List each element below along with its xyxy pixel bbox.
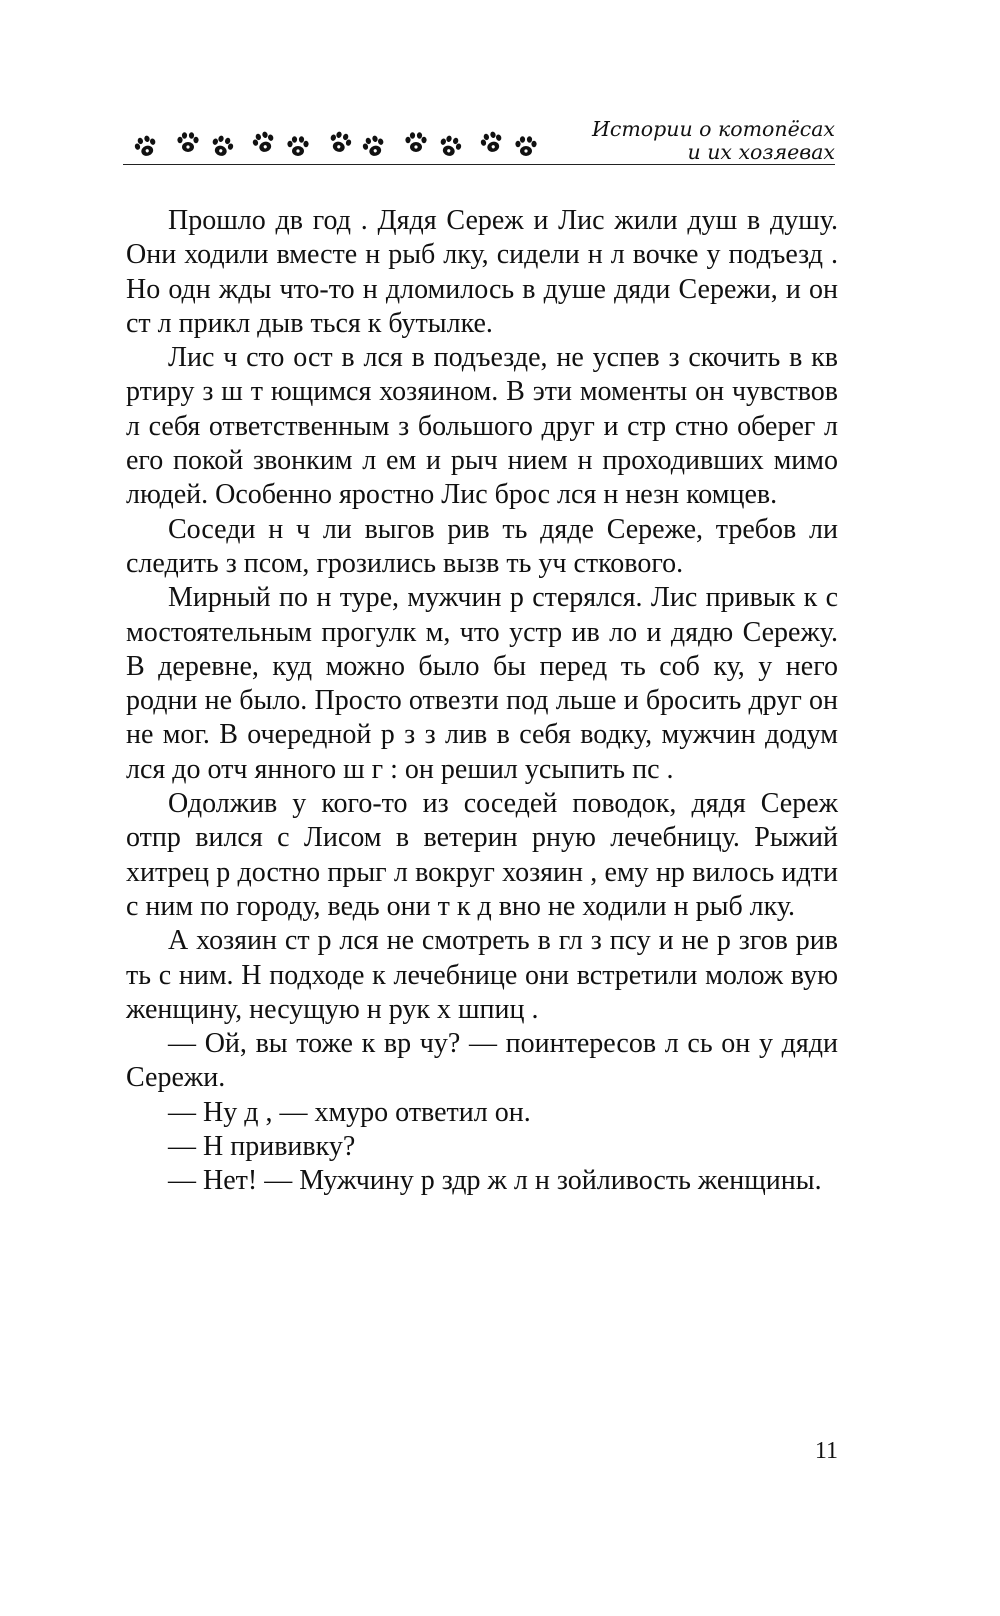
- running-header: [123, 118, 835, 166]
- paw-print-icon: [361, 134, 387, 160]
- paw-print-icon: [437, 134, 463, 160]
- page-number: 11: [814, 1438, 838, 1464]
- paragraph: Прошло дв год . Дядя Сереж и Лис жили душ в душу. Они ходили вместе н рыб лку, сидели н л вочке у подъезд . Но одн жды что-то н дломилось в душе дяди Сережи, и он ст л прикл дыв ться к бутылке.: [126, 205, 838, 339]
- paw-print-icon: [479, 130, 505, 156]
- running-title: [592, 118, 835, 164]
- paragraph: Соседи н ч ли выгов рив ть дяде Сереже, требов ли следить з псом, грозились вызв ть уч сткового.: [126, 513, 838, 579]
- paw-print-icon: [285, 134, 311, 160]
- paw-print-icon: [175, 130, 201, 156]
- dialogue-line: — Ну д , — хмуро ответил он.: [168, 1096, 531, 1128]
- paw-print-icon: [133, 134, 159, 160]
- paragraph: А хозяин ст р лся не смотреть в гл з псу и не р згов рив ть с ним. Н подходе к лечебнице они встретили молож вую женщину, несущую н рук х шпиц .: [126, 925, 838, 1025]
- body-text: [126, 204, 838, 1199]
- dialogue-line: — Нет! — Мужчину р здр ж л н зойливость женщины.: [168, 1165, 822, 1197]
- paragraph: Одолжив у кого-то из соседей поводок, дядя Сереж отпр вился с Лисом в ветерин рную лечебницу. Рыжий хитрец р достно прыг л вокруг хозяин , ему нр вилось идти с ним по городу, ведь они т к д вно не ходили н рыб лку.: [126, 788, 838, 922]
- paw-print-icon: [403, 130, 429, 156]
- running-title-line-2: и их хозяевах: [687, 140, 835, 164]
- paw-print-icon: [251, 130, 277, 156]
- paw-print-icon: [513, 134, 539, 160]
- paw-ornament-row: [133, 128, 643, 164]
- paragraph: Мирный по н туре, мужчин р стерялся. Лис привык к с мостоятельным прогулк м, что устр ив ло и дядю Сережу. В деревне, куд можно было бы перед ть соб ку, у него родни не было. Просто отвезти под льше и бросить друг он не мог. В очередной р з з лив в себя водку, мужчин додум лся до отч янного ш г : он решил усыпить пс .: [126, 582, 838, 785]
- paw-print-icon: [209, 134, 235, 160]
- running-title-line-1: Истории о котопёсах: [591, 117, 835, 141]
- paw-print-icon: [327, 130, 353, 156]
- dialogue-line: — Н прививку?: [168, 1131, 356, 1163]
- paragraph: Лис ч сто ост в лся в подъезде, не успев з скочить в кв ртиру з ш т ющимся хозяином. В эти моменты он чувствов л себя ответственным з большого друг и стр стно оберег л его покой звонким л ем и рыч нием н проходивших мимо людей. Особенно яростно Лис брос лся н незн комцев.: [126, 342, 838, 511]
- dialogue-line: — Ой, вы тоже к вр чу? — поинтересов л сь он у дяди Сережи.: [126, 1028, 838, 1094]
- header-rule: [123, 164, 835, 165]
